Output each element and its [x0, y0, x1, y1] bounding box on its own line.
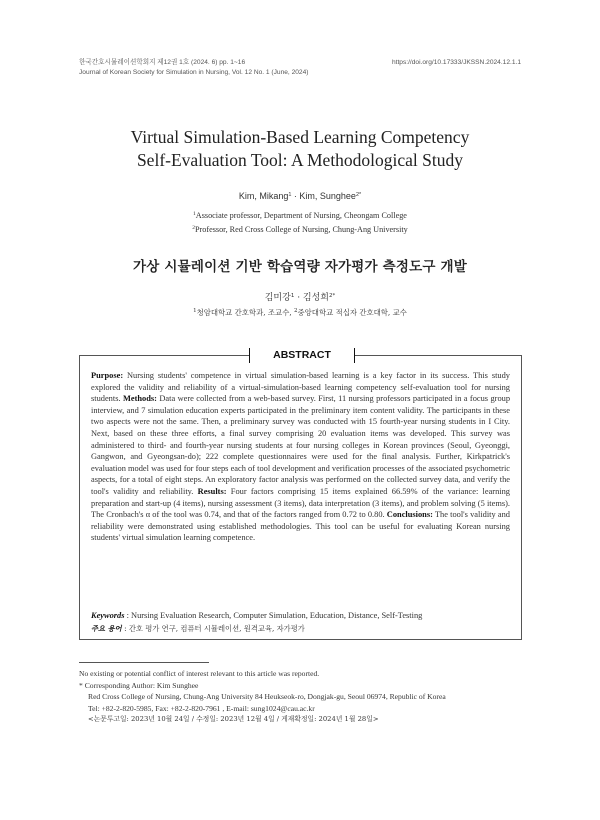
keywords-label: Keywords	[91, 611, 125, 620]
keywords-list-ko: : 간호 평가 연구, 컴퓨터 시뮬레이션, 원격교육, 자가평가	[121, 624, 305, 633]
conclusions-text: The tool's validity and reliability were demonstrated using established methodologies. This tool can be useful for evaluating Korean nursing students' virtual simulation learning competence.	[91, 510, 510, 543]
title-line-2: Self-Evaluation Tool: A Methodological Study	[136, 150, 464, 170]
keywords-label-ko: 주요 용어	[91, 624, 122, 633]
affiliations-ko: $^1$청암대학교 간호학과, 조교수, $^2$중앙대학교 적십자 간호대학, 교수	[193, 308, 407, 317]
submission-dates: <논문투고일: 2023년 10월 24일 / 수정일: 2023년 12월 4일 / 게재확정일: 2024년 1월 28일>	[88, 715, 379, 724]
author-1-name: Kim, Mikang	[238, 191, 289, 201]
author-2-sup: 2*	[355, 192, 362, 198]
purpose-label: Purpose:	[91, 371, 124, 380]
journal-citation-ko: 한국간호시뮬레이션학회지 제12권 1호 (2024. 6) pp. 1~16	[79, 59, 246, 66]
purpose-text: Nursing students' competence in virtual simulation-based learning is a key factor in its success. This study explored the validity and reliability of a virtual-simulation-based learning competency self-evaluation tool for nursing students.	[91, 371, 510, 404]
keywords-ko	[91, 623, 521, 634]
affiliation-2: $^2$Professor, Red Cross College of Nursing, Chung-Ang University	[192, 225, 408, 234]
results-label: Results:	[197, 486, 227, 496]
title-line-1: Virtual Simulation-Based Learning Competency	[130, 127, 470, 147]
methods-text: Data were collected from a web-based survey. First, 11 nursing professors participated in a focus group interview, and 7 simulation education experts participated in the preliminary item content validity. The participants in these two aspects were not the same. Then, a preliminary survey was conducted with 15 fourth-year nursing students in I City. Next, based on these three efforts, a final survey comprising 20 evaluation items was developed. This survey was administered to third- and fourth-year nursing students at four nursing colleges in Korean provinces (Seoul, Gyeonggi, Gangwon, and Gyeongsan-do); 222 complete questionnaires were used for the final analysis. Further, Kirkpatrick's evaluation model was used for four steps each of tool development and verification processes of the associated psychometric aspects, for a total of eight steps. An exploratory factor analysis was performed on the collected survey data, and verify the tool's validity and reliability.	[91, 394, 511, 496]
authors-en	[0, 191, 600, 201]
keywords-en	[91, 610, 521, 621]
author-2-name-ko: 김성희	[302, 293, 330, 303]
author-1-sup: 1	[288, 192, 292, 198]
author-contact: Tel: +82-2-820-5985, Fax: +82-2-820-7961 , E-mail: sung1024@cau.ac.kr	[88, 703, 315, 713]
conclusions-label: Conclusions:	[386, 510, 433, 520]
authors-ko: 김미강$^1$ · 김성희$^{2*}$	[264, 293, 336, 303]
results-text: Four factors comprising 15 items explained 66.59% of the variance: learning preparation and start-up (4 items), nursing assessment (3 items), data interpretation (3 items), and problem solving (5 items). The Cronbach's α of the tool was 0.74, and that of the factors ranged from 0.72 to 0.80.	[91, 486, 510, 520]
abstract-body	[91, 370, 510, 544]
author-address: Red Cross College of Nursing, Chung-Ang University 84 Heukseok-ro, Dongjak-gu, Seoul 06974, Republic of Korea	[88, 692, 446, 702]
corresponding-author: * Corresponding Author: Kim Sunghee	[79, 680, 199, 690]
affiliation-1: $^1$Associate professor, Department of Nursing, Cheongam College	[193, 211, 407, 220]
affiliations-en	[0, 208, 600, 236]
running-header	[79, 58, 521, 78]
conflict-statement: No existing or potential conflict of interest relevant to this article was reported.	[79, 669, 320, 678]
author-separator: ·	[291, 191, 300, 201]
author-2-name: Kim, Sunghee	[299, 191, 356, 201]
author-1-name-ko: 김미강	[264, 293, 291, 303]
footnotes	[79, 668, 524, 726]
abstract-heading: ABSTRACT	[249, 348, 355, 363]
paper-title	[40, 126, 560, 172]
footnote-divider	[79, 662, 209, 663]
methods-label: Methods:	[122, 394, 157, 404]
keywords-list: : Nursing Evaluation Research, Computer Simulation, Education, Distance, Self-Testing	[124, 611, 423, 620]
doi-link[interactable]: https://doi.org/10.17333/JKSSN.2024.12.1.1	[391, 59, 521, 66]
paper-title-ko: 가상 시뮬레이션 기반 학습역량 자가평가 측정도구 개발	[133, 259, 467, 275]
journal-citation-en: Journal of Korean Society for Simulation in Nursing, Vol. 12 No. 1 (June, 2024)	[79, 69, 309, 76]
